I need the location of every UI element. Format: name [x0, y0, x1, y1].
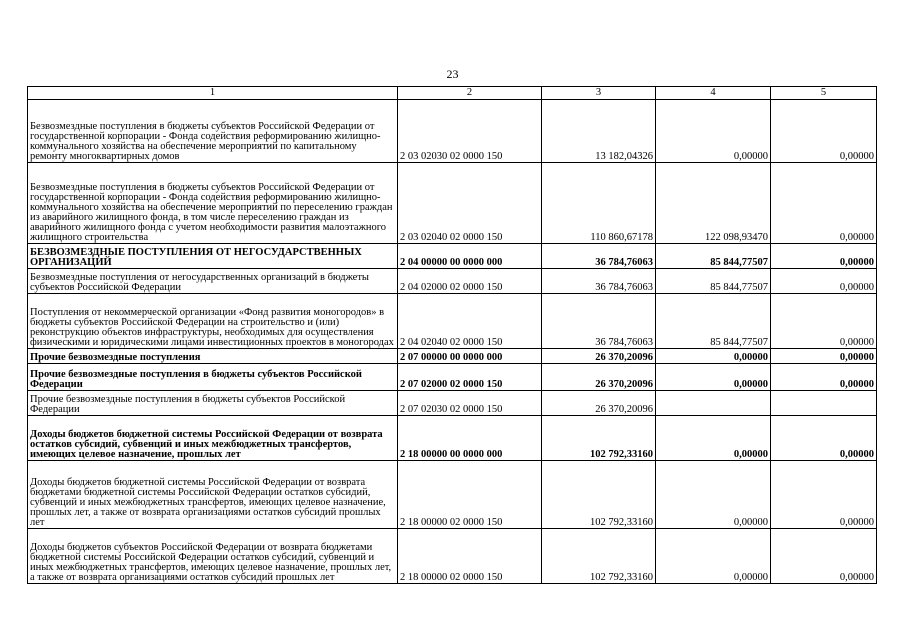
table-row: [28, 364, 877, 391]
table-row: [28, 269, 877, 294]
row-value-col3: 36 784,76063: [542, 269, 656, 294]
row-value-col3: 102 792,33160: [542, 416, 656, 461]
row-description: Безвозмездные поступления от негосударственных организаций в бюджеты субъектов Российской Федерации: [28, 269, 398, 294]
table-row: [28, 349, 877, 364]
row-budget-code: 2 03 02040 02 0000 150: [398, 163, 542, 244]
row-value-col5: 0,00000: [771, 269, 877, 294]
table-row: [28, 163, 877, 244]
row-value-col3: 26 370,20096: [542, 391, 656, 416]
table-row: [28, 529, 877, 584]
row-description: БЕЗВОЗМЕЗДНЫЕ ПОСТУПЛЕНИЯ ОТ НЕГОСУДАРСТВЕННЫХ ОРГАНИЗАЦИЙ: [28, 244, 398, 269]
row-description: Доходы бюджетов бюджетной системы Российской Федерации от возврата остатков субсидий, субвенций и иных межбюджетных трансфертов, имеющих целевое назначение, прошлых лет: [28, 416, 398, 461]
row-budget-code: 2 04 02040 02 0000 150: [398, 294, 542, 349]
row-value-col4: [656, 391, 771, 416]
row-value-col3: 26 370,20096: [542, 364, 656, 391]
row-description: Доходы бюджетов бюджетной системы Российской Федерации от возврата бюджетами бюджетной системы Российской Федерации остатков субсидий, субвенций и иных межбюджетных трансфертов, имеющих целевое назначение, прошлых лет, а также от возврата организациями остатков субсидий прошлых лет: [28, 461, 398, 529]
column-header-5: 5: [771, 87, 877, 100]
row-description: Доходы бюджетов субъектов Российской Федерации от возврата бюджетами бюджетной системы Российской Федерации остатков субсидий, субвенций и иных межбюджетных трансфертов, имеющих целевое назначение, прошлых лет, а также от возврата организациями остатков субсидий прошлых лет: [28, 529, 398, 584]
row-value-col3: 26 370,20096: [542, 349, 656, 364]
row-value-col4: 0,00000: [656, 349, 771, 364]
row-value-col5: 0,00000: [771, 349, 877, 364]
row-description: Прочие безвозмездные поступления в бюджеты субъектов Российской Федерации: [28, 391, 398, 416]
row-value-col5: 0,00000: [771, 294, 877, 349]
row-budget-code: 2 18 00000 02 0000 150: [398, 529, 542, 584]
table-body: [28, 100, 877, 584]
column-header-4: 4: [656, 87, 771, 100]
row-description: Прочие безвозмездные поступления в бюджеты субъектов Российской Федерации: [28, 364, 398, 391]
row-description: Безвозмездные поступления в бюджеты субъектов Российской Федерации от государственной корпорации - Фонда содействия реформированию жилищно-коммунального хозяйства на обеспечение мероприятий по капитальному ремонту многоквартирных домов: [28, 100, 398, 163]
row-value-col3: 36 784,76063: [542, 294, 656, 349]
row-value-col4: 0,00000: [656, 461, 771, 529]
column-header-3: 3: [542, 87, 656, 100]
table-row: [28, 416, 877, 461]
row-budget-code: 2 18 00000 02 0000 150: [398, 461, 542, 529]
row-budget-code: 2 03 02030 02 0000 150: [398, 100, 542, 163]
table-row: [28, 461, 877, 529]
row-budget-code: 2 07 00000 00 0000 000: [398, 349, 542, 364]
row-budget-code: 2 07 02000 02 0000 150: [398, 364, 542, 391]
table-header-row: [28, 87, 877, 100]
row-value-col4: 0,00000: [656, 416, 771, 461]
column-header-1: 1: [28, 87, 398, 100]
table-row: [28, 391, 877, 416]
table-row: [28, 294, 877, 349]
table-row: [28, 100, 877, 163]
row-value-col4: 0,00000: [656, 100, 771, 163]
row-budget-code: 2 18 00000 00 0000 000: [398, 416, 542, 461]
row-value-col5: 0,00000: [771, 461, 877, 529]
column-header-2: 2: [398, 87, 542, 100]
row-value-col5: 0,00000: [771, 416, 877, 461]
row-value-col4: 0,00000: [656, 364, 771, 391]
row-budget-code: 2 04 00000 00 0000 000: [398, 244, 542, 269]
row-value-col5: 0,00000: [771, 364, 877, 391]
row-value-col3: 110 860,67178: [542, 163, 656, 244]
row-value-col5: [771, 391, 877, 416]
row-value-col4: 85 844,77507: [656, 244, 771, 269]
row-description: Прочие безвозмездные поступления: [28, 349, 398, 364]
row-value-col3: 36 784,76063: [542, 244, 656, 269]
page-number: 23: [446, 67, 459, 81]
row-value-col3: 102 792,33160: [542, 461, 656, 529]
row-budget-code: 2 04 02000 02 0000 150: [398, 269, 542, 294]
row-value-col3: 102 792,33160: [542, 529, 656, 584]
row-value-col4: 122 098,93470: [656, 163, 771, 244]
row-value-col5: 0,00000: [771, 100, 877, 163]
row-description: Безвозмездные поступления в бюджеты субъектов Российской Федерации от государственной корпорации - Фонда содействия реформированию жилищно-коммунального хозяйства на обеспечение мероприятий по переселению граждан из аварийного жилищного фонда, в том числе переселению граждан из аварийного жилищного фонда с учетом необходимости развития малоэтажного жилищного строительства: [28, 163, 398, 244]
row-value-col5: 0,00000: [771, 244, 877, 269]
row-value-col4: 85 844,77507: [656, 269, 771, 294]
row-value-col5: 0,00000: [771, 529, 877, 584]
row-description: Поступления от некоммерческой организации «Фонд развития моногородов» в бюджеты субъектов Российской Федерации на строительство и (или) реконструкцию объектов инфраструктуры, необходимых для осуществления физическими и юридическими лицами инвестиционных проектов в моногородах: [28, 294, 398, 349]
row-budget-code: 2 07 02030 02 0000 150: [398, 391, 542, 416]
row-value-col4: 85 844,77507: [656, 294, 771, 349]
row-value-col5: 0,00000: [771, 163, 877, 244]
row-value-col3: 13 182,04326: [542, 100, 656, 163]
table-row: [28, 244, 877, 269]
budget-revenue-table: [27, 86, 877, 584]
row-value-col4: 0,00000: [656, 529, 771, 584]
